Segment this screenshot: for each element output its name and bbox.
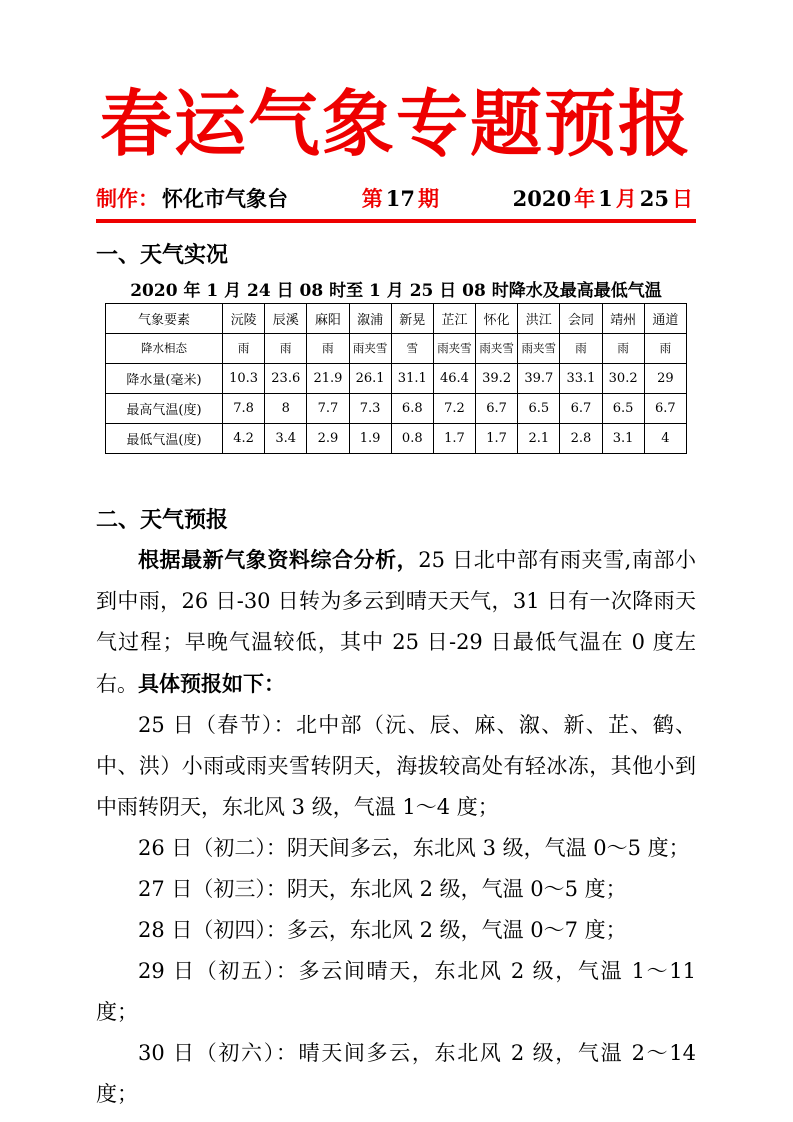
table-cell: 6.8	[391, 393, 433, 423]
table-cell: 雪	[391, 333, 433, 363]
table-cell: 6.7	[560, 393, 602, 423]
producer-line	[96, 185, 291, 212]
table-cell: 1.9	[349, 423, 391, 453]
document-title: 春运气象专题预报	[99, 81, 692, 166]
date-month: 1	[598, 185, 613, 211]
table-cell: 4.2	[223, 423, 265, 453]
table-row	[106, 423, 687, 453]
header-cell: 沅陵	[223, 303, 265, 333]
year-char: 年	[574, 185, 596, 211]
header-cell: 麻阳	[307, 303, 349, 333]
intro-bold-tail: 具体预报如下：	[138, 670, 285, 696]
row-label: 降水量(毫米)	[106, 363, 223, 393]
table-cell: 2.1	[518, 423, 560, 453]
section1-heading: 一、天气实况	[96, 241, 229, 268]
table-cell: 8	[265, 393, 307, 423]
table-cell: 7.2	[433, 393, 475, 423]
table-cell: 21.9	[307, 363, 349, 393]
table-cell: 39.2	[476, 363, 518, 393]
table-cell: 6.7	[644, 393, 686, 423]
table-cell: 39.7	[518, 363, 560, 393]
table-cell: 1.7	[476, 423, 518, 453]
table-row	[106, 393, 687, 423]
header-cell: 靖州	[602, 303, 644, 333]
table-cell: 雨夹雪	[518, 333, 560, 363]
weather-observation-table	[105, 303, 687, 454]
month-char: 月	[615, 185, 637, 211]
day-char: 日	[671, 185, 693, 211]
table-cell: 雨	[223, 333, 265, 363]
intro-body-text: 25 日北中部有雨夹雪,南部小到中雨，26 日-30 日转为多云到晴天天气，31 日有一次降雨天气过程；早晚气温较低，其中 25 日-29 日最低气温在 0 度左右。	[96, 547, 697, 696]
section2-heading: 二、天气预报	[96, 506, 229, 533]
header-cell: 通道	[644, 303, 686, 333]
date-line	[513, 185, 696, 212]
table-cell: 2.8	[560, 423, 602, 453]
table-cell: 46.4	[433, 363, 475, 393]
header-cell: 芷江	[433, 303, 475, 333]
header-cell: 辰溪	[265, 303, 307, 333]
table-cell: 雨夹雪	[476, 333, 518, 363]
forecast-day-26: 26 日（初二）：阴天间多云，东北风 3 级，气温 0～5 度；	[138, 835, 690, 860]
forecast-day-25: 25 日（春节）：北中部（沅、辰、麻、溆、新、芷、鹤、中、洪）小雨或雨夹雪转阴天，海拔较高处有轻冰冻，其他小到中雨转阴天，东北风 3 级，气温 1～4 度；	[96, 712, 696, 819]
row-label: 降水相态	[106, 333, 223, 363]
forecast-day-28: 28 日（初四）：多云，东北风 2 级，气温 0～7 度；	[138, 917, 627, 942]
date-day: 25	[639, 185, 669, 211]
intro-bold-lead: 根据最新气象资料综合分析，	[138, 546, 419, 572]
issue-number: 17	[385, 185, 415, 211]
forecast-intro-paragraph	[96, 539, 696, 705]
table-cell: 3.4	[265, 423, 307, 453]
table-cell: 雨	[560, 333, 602, 363]
forecast-day-27: 27 日（初三）：阴天，东北风 2 级，气温 0～5 度；	[138, 876, 627, 901]
table-cell: 0.8	[391, 423, 433, 453]
table-cell: 33.1	[560, 363, 602, 393]
table-cell: 29	[644, 363, 686, 393]
forecast-day-29: 29 日（初五）：多云间晴天，东北风 2 级，气温 1～11 度；	[96, 958, 696, 1024]
table-cell: 26.1	[349, 363, 391, 393]
producer-label: 制作：	[96, 185, 159, 211]
table-cell: 雨	[644, 333, 686, 363]
table-cell: 雨	[307, 333, 349, 363]
table-row	[106, 363, 687, 393]
header-cell: 洪江	[518, 303, 560, 333]
masthead	[96, 185, 696, 212]
table-cell: 10.3	[223, 363, 265, 393]
table-cell: 雨	[265, 333, 307, 363]
issue-suffix: 期	[417, 185, 439, 211]
header-cell: 怀化	[476, 303, 518, 333]
header-cell: 溆浦	[349, 303, 391, 333]
issue-prefix: 第	[361, 185, 383, 211]
table-cell: 雨	[602, 333, 644, 363]
table-cell: 2.9	[307, 423, 349, 453]
masthead-divider	[96, 219, 696, 223]
table-cell: 23.6	[265, 363, 307, 393]
table-cell: 雨夹雪	[349, 333, 391, 363]
forecast-day-30: 30 日（初六）：晴天间多云，东北风 2 级，气温 2～14 度；	[96, 1040, 696, 1106]
issue-line	[362, 185, 442, 212]
table-cell: 7.3	[349, 393, 391, 423]
table-cell: 30.2	[602, 363, 644, 393]
table-cell: 31.1	[391, 363, 433, 393]
header-cell: 新晃	[391, 303, 433, 333]
table-cell: 7.7	[307, 393, 349, 423]
table-cell: 4	[644, 423, 686, 453]
weather-table-title: 2020 年 1 月 24 日 08 时至 1 月 25 日 08 时降水及最高最低气温	[130, 280, 662, 301]
row-label: 最高气温(度)	[106, 393, 223, 423]
table-header-row	[106, 303, 687, 333]
date-year: 2020	[512, 185, 572, 211]
table-cell: 6.7	[476, 393, 518, 423]
producer-name: 怀化市气象台	[162, 185, 288, 211]
table-cell: 6.5	[518, 393, 560, 423]
table-cell: 雨夹雪	[433, 333, 475, 363]
table-cell: 7.8	[223, 393, 265, 423]
header-cell: 气象要素	[106, 303, 223, 333]
table-cell: 1.7	[433, 423, 475, 453]
row-label: 最低气温(度)	[106, 423, 223, 453]
table-cell: 3.1	[602, 423, 644, 453]
header-cell: 会同	[560, 303, 602, 333]
table-row	[106, 333, 687, 363]
table-cell: 6.5	[602, 393, 644, 423]
